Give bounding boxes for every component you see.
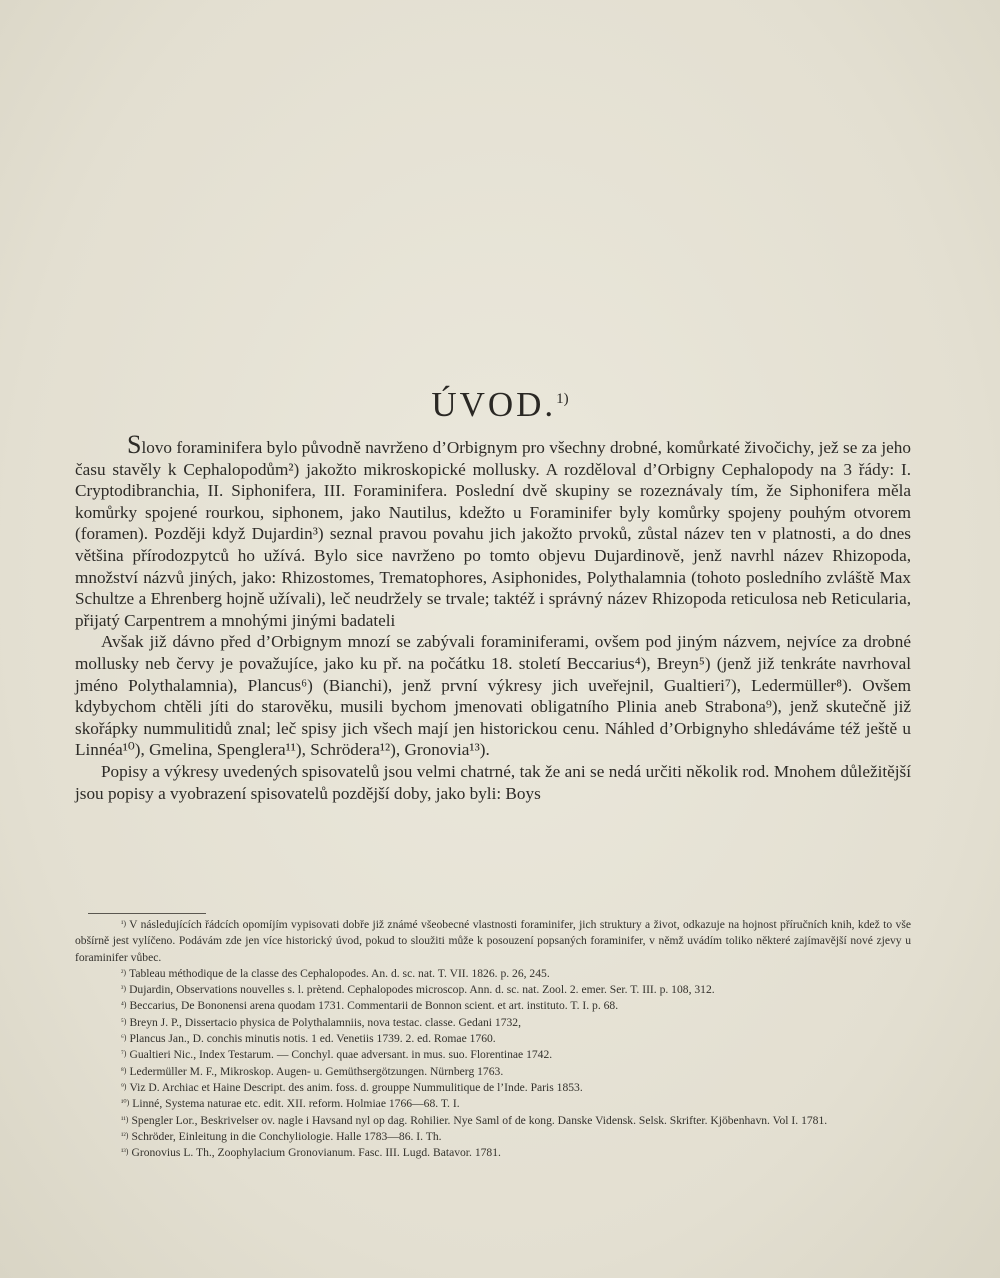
- footnote-mark: ¹²): [121, 1130, 129, 1140]
- footnote: [75, 1015, 911, 1031]
- footnote: [75, 1129, 911, 1145]
- footnote-separator: [88, 913, 206, 914]
- paragraph-2: Avšak již dávno před d’Orbignym mnozí se zabývali foraminiferami, ovšem pod jiným názvem, nejvíce za drobné mollusky neb červy je považujíce, jako ku př. na počátku 18. století Beccarius⁴), Breyn⁵) (jenž již tenkráte navrhoval jméno Polythalamnia), Plancus⁶) (Bianchi), jenž první výkresy jich uveřejnil, Gualtieri⁷), Ledermüller⁸). Ovšem kdybychom chtěli jíti do starověku, musili bychom jmenovati obligatního Plinia aneb Strabona⁹), jenž skutečně již skořápky nummulitidů znal; leč spisy jich všech mají jen historickou cenu. Náhled d’Orbignyho shledáváme též ještě u Linnéa¹⁰), Gmelina, Spenglera¹¹), Schrödera¹²), Gronovia¹³).: [75, 632, 911, 760]
- footnote: [75, 1064, 911, 1080]
- footnote-text: Plancus Jan., D. conchis minutis notis. 1 ed. Venetiis 1739. 2. ed. Romae 1760.: [129, 1032, 496, 1046]
- footnote: [75, 1080, 911, 1096]
- footnote-mark: ⁶): [121, 1033, 127, 1043]
- title-footnote-mark: 1): [556, 391, 569, 408]
- footnote-text: Beccarius, De Bononensi arena quodam 1731. Commentarii de Bonnon scient. et art. instituto. T. I. p. 68.: [129, 999, 619, 1013]
- footnote-text: V následujících řádcích opomíjím vypisovati dobře již známé všeobecné vlastnosti foraminifer, jich struktury a život, odkazuje na hojnost příručních knih, kdež to vše obšírně jest vylíčeno. Podávám zde jen více historický úvod, pokud to sloužiti může k posouzení popsaných foraminifer, v němž uvádím toliko některé zajímavější nové zjevy u foraminifer vůbec.: [75, 918, 911, 964]
- footnote: [75, 917, 911, 966]
- footnote-text: Linné, Systema naturae etc. edit. XII. reform. Holmiae 1766—68. T. I.: [132, 1097, 460, 1111]
- footnote-mark: ⁴): [121, 1000, 127, 1010]
- footnote-mark: ⁸): [121, 1065, 127, 1075]
- footnote-mark: ¹): [121, 919, 127, 928]
- paragraph-1: [75, 432, 911, 631]
- footnote-text: Dujardin, Observations nouvelles s. l. prètend. Cephalopodes microscop. Ann. d. sc. nat. Zool. 2. emer. Ser. T. III. p. 108, 312.: [129, 983, 715, 997]
- footnote-mark: ⁹): [121, 1081, 127, 1091]
- footnote: [75, 1096, 911, 1112]
- footnote-text: Spengler Lor., Beskrivelser ov. nagle i Havsand nyl op dag. Rohilier. Nye Saml of de kong. Danske Vidensk. Selsk. Skrifter. Kjöbenhavn. Vol I. 1781.: [131, 1113, 828, 1127]
- footnote-mark: ¹⁰): [121, 1098, 130, 1108]
- footnotes: [75, 917, 911, 1161]
- title-text: ÚVOD.: [431, 385, 557, 425]
- drop-cap: S: [127, 430, 142, 459]
- footnote-text: Breyn J. P., Dissertacio physica de Polythalamniis, nova testac. classe. Gedani 1732,: [129, 1015, 521, 1029]
- footnote-text: Gronovius L. Th., Zoophylacium Gronovianum. Fasc. III. Lugd. Batavor. 1781.: [131, 1146, 501, 1160]
- footnote-mark: ¹¹): [121, 1114, 129, 1124]
- footnote: [75, 982, 911, 998]
- footnote-text: Ledermüller M. F., Mikroskop. Augen- u. Gemüthsergötzungen. Nürnberg 1763.: [129, 1064, 504, 1078]
- footnote-text: Gualtieri Nic., Index Testarum. — Conchyl. quae adversant. in mus. suo. Florentinae 1742.: [129, 1048, 553, 1062]
- paragraph-1-text: lovo foraminifera bylo původně navrženo d’Orbignym pro všechny drobné, komůrkaté živočichy, jež se za jeho času stavěly k Cephalopodům²) jakožto mikroskopické mollusky. A rozděloval d’Orbigny Cephalopody na 3 řády: I. Cryptodibranchia, II. Siphonifera, III. Foraminifera. Poslední dvě skupiny se rozeznávaly tím, že Siphonifera měla komůrky spojené rourkou, siphonem, jako Nautilus, kdežto u Foraminifer byly komůrky spojeny pouhým otvorem (foramen). Později když Dujardin³) seznal pravou povahu jich jakožto prvoků, zůstal název ten v platnosti, a do dnes většina přírodozpytců ho užívá. Bylo sice navrženo po tomto objevu Dujardinově, jenž navrhl název Rhizopoda, množství názvů jiných, jako: Rhizostomes, Trematophores, Asiphonides, Polythalamnia (tohoto posledního zvláště Max Schultze a Ehrenberg hojně užívali), leč neudržely se trvale; taktéž i správný název Rhizopoda reticulosa neb Reticularia, přijatý Carpentrem a mnohými jinými badateli: [75, 438, 911, 630]
- footnote-mark: ²): [121, 967, 127, 977]
- footnote-mark: ¹³): [121, 1147, 129, 1157]
- footnote: [75, 966, 911, 982]
- footnote: [75, 1031, 911, 1047]
- footnote: [75, 1145, 911, 1161]
- footnote: [75, 998, 911, 1014]
- footnote-mark: ⁵): [121, 1016, 127, 1026]
- paragraph-3: Popisy a výkresy uvedených spisovatelů jsou velmi chatrné, tak že ani se nedá určiti několik rod. Mnohem důležitější jsou popisy a vyobrazení spisovatelů pozdější doby, jako byli: Boys: [75, 761, 911, 803]
- footnote-text: Schröder, Einleitung in die Conchyliologie. Halle 1783—86. I. Th.: [131, 1129, 442, 1143]
- footnote-text: Viz D. Archiac et Haine Descript. des anim. foss. d. grouppe Nummulitique de l’Inde. Paris 1853.: [129, 1080, 583, 1094]
- footnote-mark: ⁷): [121, 1049, 127, 1059]
- main-text: [75, 432, 911, 804]
- page-title: [0, 385, 1000, 425]
- footnote-mark: ³): [121, 984, 127, 994]
- footnote: [75, 1113, 911, 1129]
- footnote-text: Tableau méthodique de la classe des Cephalopodes. An. d. sc. nat. T. VII. 1826. p. 26, 245.: [129, 966, 550, 980]
- footnote: [75, 1047, 911, 1063]
